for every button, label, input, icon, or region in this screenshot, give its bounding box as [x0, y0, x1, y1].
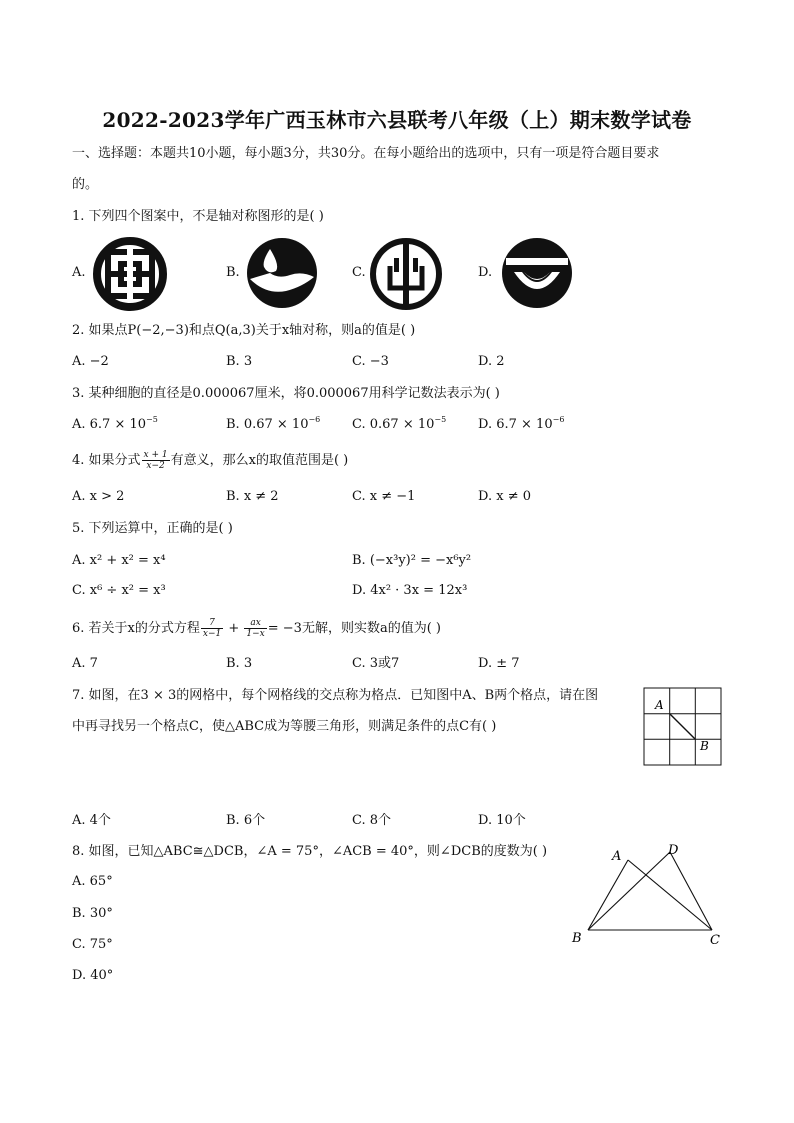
q5-stem: 5. 下列运算中，正确的是( ) — [72, 521, 233, 536]
q8-option-c: C. 75° — [72, 937, 113, 952]
q7-option-a: A. 4个 — [72, 813, 111, 828]
q3-stem: 3. 某种细胞的直径是0.000067厘米，将0.000067用科学记数法表示为( ) — [72, 386, 500, 401]
q2-option-b: B. 3 — [226, 354, 253, 369]
q7-option-d: D. 10个 — [478, 813, 526, 828]
page-title: 2022-2023学年广西玉林市六县联考八年级（上）期末数学试卷 — [102, 108, 692, 132]
q8-point-c-label: C — [710, 933, 720, 948]
q6-option-b: B. 3 — [226, 656, 253, 671]
q3-option-a: A. $6.7 \times 10^{-5}$ — [72, 415, 158, 432]
q8-point-a-label: A — [612, 849, 622, 864]
q1-option-d-label: D. — [478, 265, 493, 280]
q1-option-a-label: A. — [72, 265, 86, 280]
q7-point-a-label: A — [655, 698, 664, 712]
q3-option-c: C. $0.67 \times 10^{-5}$ — [352, 415, 447, 432]
q4-option-a: A. x > 2 — [72, 489, 125, 504]
q5-option-a: A. x² + x² = x⁴ — [72, 553, 166, 568]
section-instructions-line2: 的。 — [72, 177, 99, 192]
q7-stem-line2: 中再寻找另一个格点C，使△ABC成为等腰三角形，则满足条件的点C有( ) — [72, 719, 497, 734]
q5-option-c: C. x⁶ ÷ x² = x³ — [72, 583, 166, 598]
q8-option-a: A. 65° — [72, 874, 113, 889]
q5-option-d: D. 4x² · 3x = 12x³ — [352, 583, 468, 598]
q8-option-d: D. 40° — [72, 968, 114, 983]
q8-point-b-label: B — [572, 931, 582, 946]
q8-option-b: B. 30° — [72, 906, 113, 921]
q4-fraction: $\frac{x + 1}{x-2}$ — [143, 450, 168, 471]
q6-fraction-2: $\frac{ax}{1-x}$ — [246, 618, 265, 639]
q8-triangle-figure — [566, 838, 726, 950]
q1-stem: 1. 下列四个图案中，不是轴对称图形的是( ) — [72, 209, 324, 224]
q4-option-b: B. x ≠ 2 — [226, 489, 279, 504]
q2-option-a: A. −2 — [72, 354, 109, 369]
q2-option-c: C. −3 — [352, 354, 389, 369]
section-instructions-line1: 一、选择题：本题共10小题，每小题3分，共30分。在每小题给出的选项中，只有一项是符合题目要求 — [72, 146, 660, 161]
abc-bank-logo-icon — [368, 236, 444, 312]
q3-option-d: D. $6.7 \times 10^{-6}$ — [478, 415, 565, 432]
drop-logo-icon — [242, 235, 322, 311]
q5-option-b: B. (−x³y)² = −x⁶y² — [352, 553, 472, 568]
q6-option-c: C. 3或7 — [352, 656, 400, 671]
q7-grid-figure — [640, 684, 726, 770]
q1-option-c-label: C. — [352, 265, 366, 280]
q4-option-d: D. x ≠ 0 — [478, 489, 531, 504]
q8-point-d-label: D — [668, 843, 679, 858]
q7-stem-line1: 7. 如图，在3 × 3的网格中，每个网格线的交点称为格点．已知图中A、B两个格点，请在图 — [72, 688, 599, 703]
q3-option-b: B. $0.67 \times 10^{-6}$ — [226, 415, 321, 432]
icbc-logo-icon — [88, 236, 172, 312]
q6-option-d: D. ± 7 — [478, 656, 520, 671]
q4-option-c: C. x ≠ −1 — [352, 489, 416, 504]
q2-option-d: D. 2 — [478, 354, 505, 369]
q2-stem: 2. 如果点P(−2,−3)和点Q(a,3)关于x轴对称，则a的值是( ) — [72, 323, 416, 338]
q7-point-b-label: B — [700, 739, 709, 753]
q8-stem: 8. 如图，已知△ABC≅△DCB，∠A = 75°，∠ACB = 40°，则∠DCB的度数为( ) — [72, 844, 548, 859]
q6-fraction-1: $\frac{7}{x-1}$ — [202, 618, 222, 639]
q7-option-c: C. 8个 — [352, 813, 392, 828]
q4-stem: 4. 如果分式 $\frac{x + 1}{x-2}$ 有意义，那么x的取值范围是( ) — [72, 450, 349, 471]
q7-option-b: B. 6个 — [226, 813, 266, 828]
shield-logo-icon — [496, 234, 578, 312]
q6-stem: 6. 若关于x的分式方程 $\frac{7}{x-1}$ + $\frac{ax}{1-x}$ = −3无解，则实数a的值为( ) — [72, 618, 441, 639]
q1-option-b-label: B. — [226, 265, 240, 280]
q6-option-a: A. 7 — [72, 656, 98, 671]
